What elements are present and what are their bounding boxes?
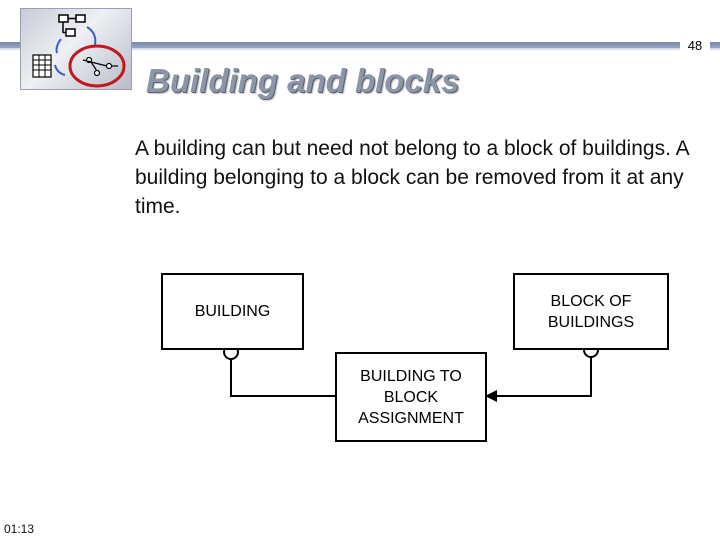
entity-building-to-block-assignment [335,352,487,442]
slide-title: Building and blocks [146,62,460,99]
slide-body-text: A building can but need not belong to a block of buildings. A building belonging to a block can be removed from it at any time. [135,137,689,218]
connector-block [496,357,591,396]
timestamp: 01:13 [4,522,35,536]
entity-block-of-buildings [513,273,669,350]
page-number: 48 [680,36,710,56]
entity-building-label: BUILDING [194,303,271,320]
entity-building [161,273,304,350]
entity-assignment-label: BUILDING TO BLOCK ASSIGNMENT [358,367,464,427]
entity-block-label: BLOCK OF BUILDINGS [547,292,635,331]
connector-building [231,359,335,396]
